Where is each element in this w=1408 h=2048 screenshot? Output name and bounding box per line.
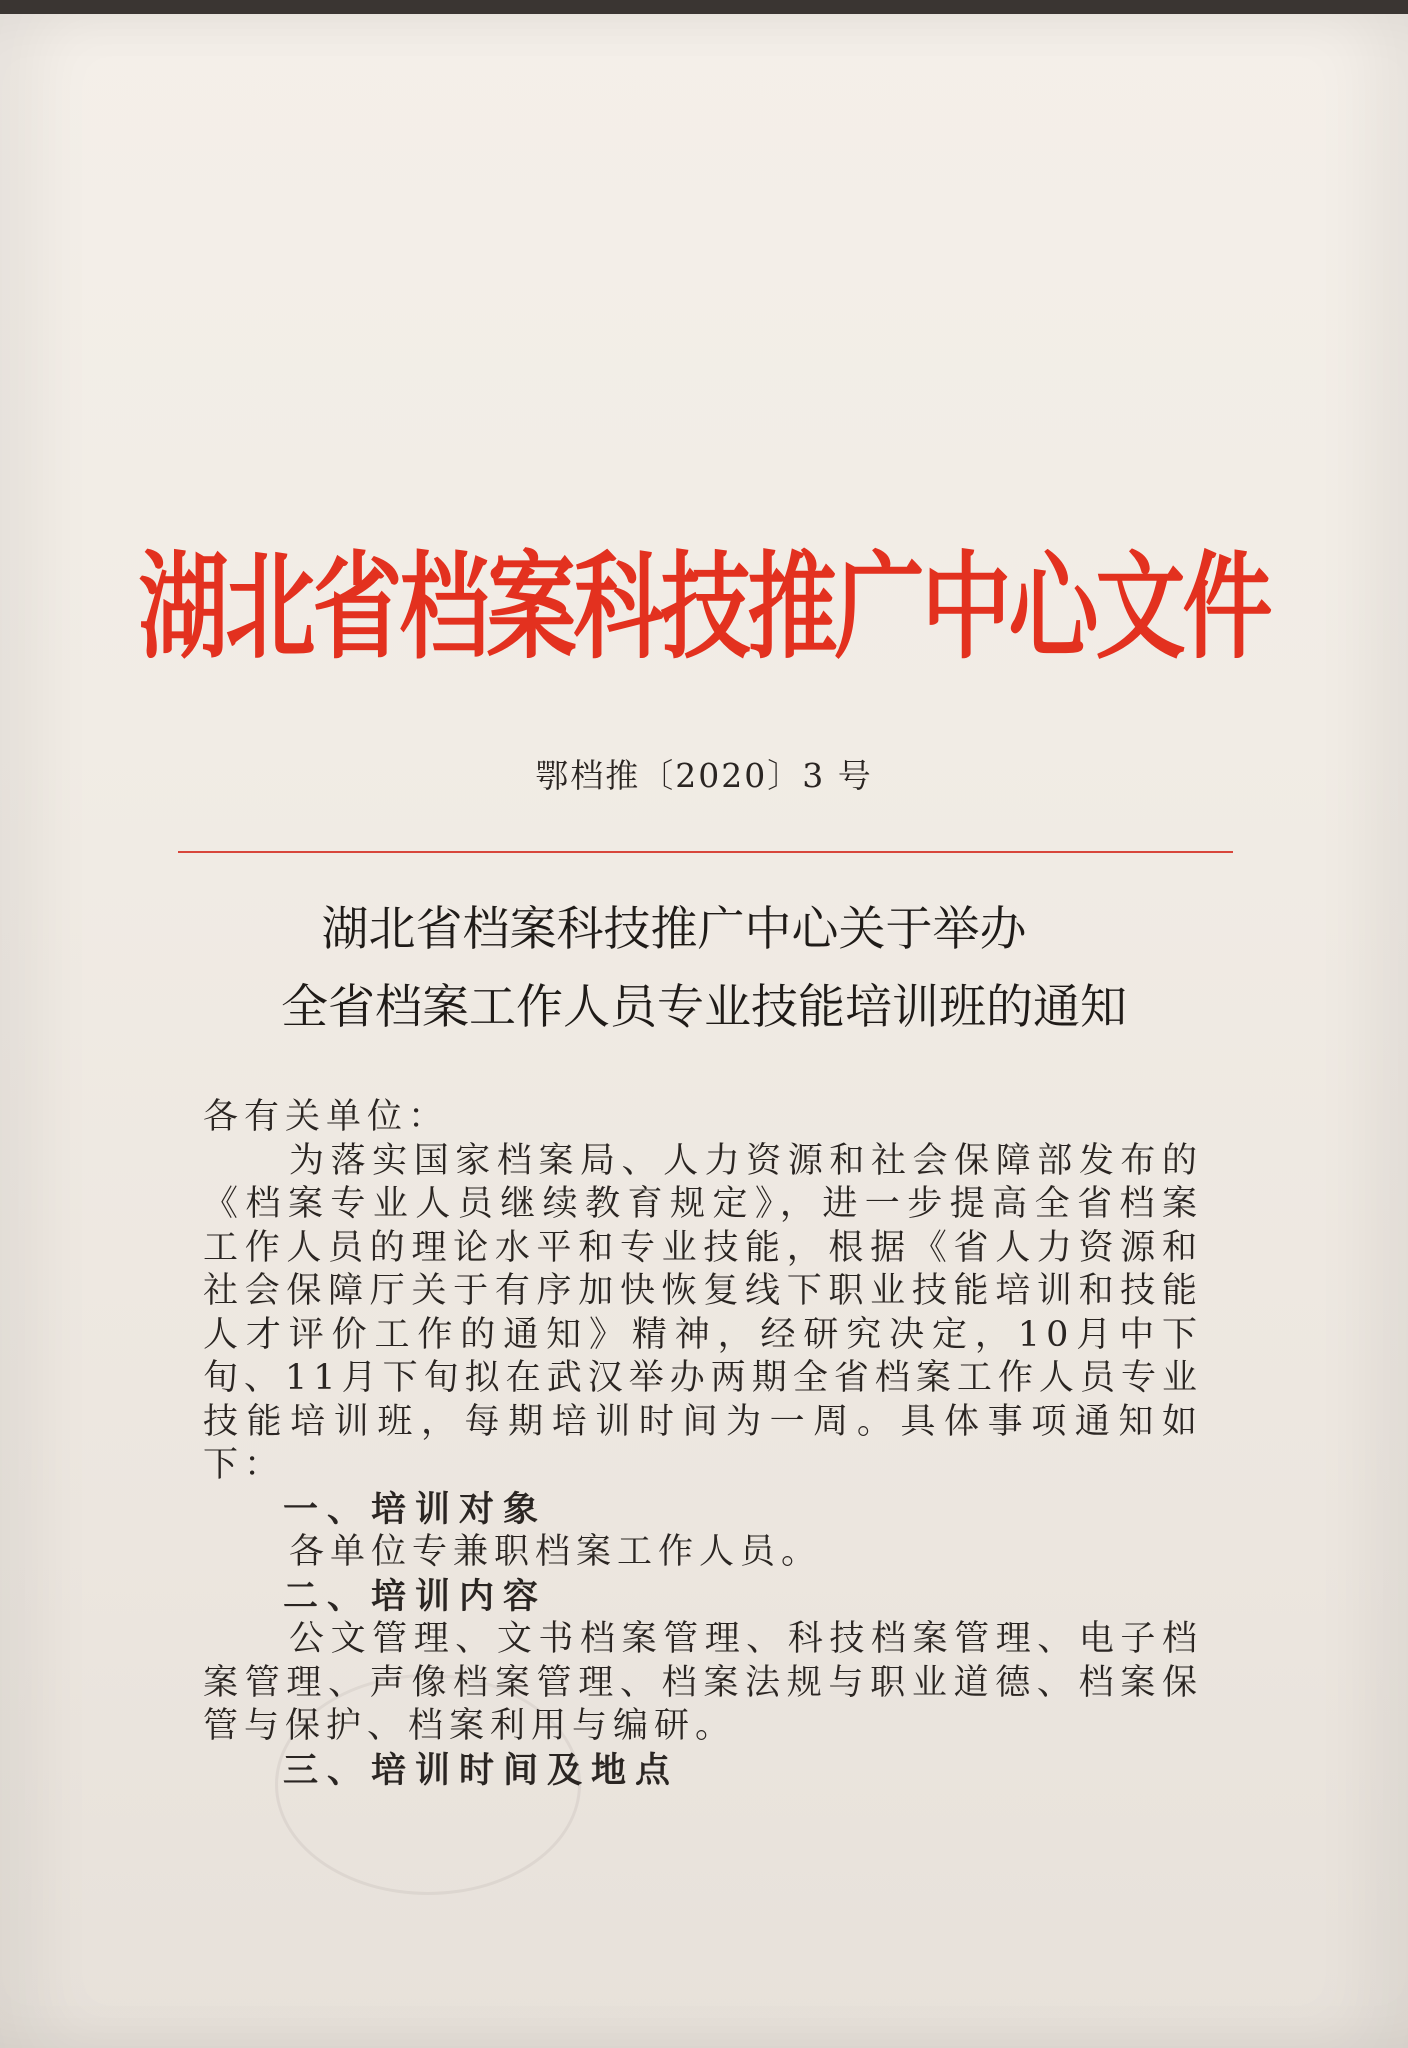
- document-header-title: 湖北省档案科技推广中心文件: [138, 539, 1270, 676]
- section-1-body: 各单位专兼职档案工作人员。: [289, 1532, 823, 1572]
- salutation: 各有关单位：: [203, 1097, 450, 1137]
- notice-body: [203, 1096, 1203, 1792]
- notice-title-line-1: 湖北省档案科技推广中心关于举办: [321, 902, 1027, 957]
- document-page: [0, 14, 1408, 2048]
- section-2-heading: 二、培训内容: [283, 1575, 548, 1617]
- section-3-heading: 三、培训时间及地点: [283, 1749, 680, 1791]
- intro-paragraph: 为落实国家档案局、人力资源和社会保障部发布的《档案专业人员继续教育规定》，进一步提高全省档案工作人员的理论水平和专业技能，根据《省人力资源和社会保障厅关于有序加快恢复线下职业技能培训和技能人才评价工作的通知》精神，经研究决定，10月中下旬、11月下旬拟在武汉举办两期全省档案工作人员专业技能培训班，每期培训时间为一周。具体事项通知如下：: [203, 1140, 1203, 1485]
- document-number: 鄂档推〔2020〕3 号: [535, 756, 873, 795]
- section-2-body: 公文管理、文书档案管理、科技档案管理、电子档案管理、声像档案管理、档案法规与职业道德、档案保管与保护、档案利用与编研。: [203, 1619, 1203, 1746]
- notice-title-line-2: 全省档案工作人员专业技能培训班的通知: [281, 980, 1127, 1035]
- section-1-heading: 一、培训对象: [283, 1488, 548, 1530]
- red-divider-line: [178, 851, 1233, 853]
